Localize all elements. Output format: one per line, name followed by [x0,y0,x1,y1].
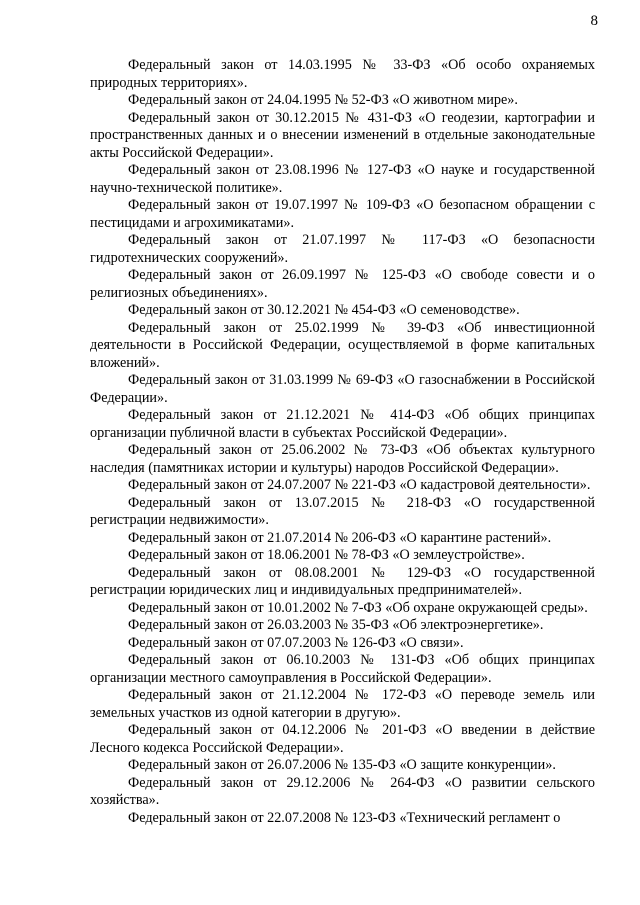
law-paragraph: Федеральный закон от 19.07.1997 № 109-ФЗ «О безопасном обращении с пестицидами и агрохимикатами». [90,197,595,231]
law-paragraph: Федеральный закон от 25.02.1999 № 39-ФЗ «Об инвестиционной деятельности в Российской Федерации, осуществляемой в форме капитальных вложений». [90,319,595,371]
law-paragraph: Федеральный закон от 21.07.2014 № 206-ФЗ «О карантине растений». [128,529,552,546]
law-paragraph: Федеральный закон от 07.07.2003 № 126-ФЗ «О связи». [128,634,464,651]
law-paragraph: Федеральный закон от 24.04.1995 № 52-ФЗ «О животном мире». [128,92,518,108]
law-list [90,57,595,827]
page-number: 8 [590,13,598,29]
law-paragraph: Федеральный закон от 30.12.2015 № 431-ФЗ «О геодезии, картографии и пространственных данных и о внесении изменений в отдельные законодательные акты Российской Федерации». [90,109,595,161]
law-paragraph: Федеральный закон от 31.03.1999 № 69-ФЗ «О газоснабжении в Российской Федерации». [90,372,595,406]
law-paragraph: Федеральный закон от 04.12.2006 № 201-ФЗ «О введении в действие Лесного кодекса Российской Федерации». [90,722,595,756]
law-paragraph: Федеральный закон от 26.09.1997 № 125-ФЗ «О свободе совести и о религиозных объединениях». [90,267,595,301]
law-paragraph: Федеральный закон от 08.08.2001 № 129-ФЗ «О государственной регистрации юридических лиц и индивидуальных предпринимателей». [90,564,595,598]
law-paragraph: Федеральный закон от 13.07.2015 № 218-ФЗ «О государственной регистрации недвижимости». [90,494,595,528]
law-paragraph: Федеральный закон от 21.12.2004 № 172-ФЗ «О переводе земель или земельных участков из одной категории в другую». [90,687,595,721]
law-paragraph: Федеральный закон от 29.12.2006 № 264-ФЗ «О развитии сельского хозяйства». [90,774,595,808]
law-paragraph: Федеральный закон от 21.12.2021 № 414-ФЗ «Об общих принципах организации публичной власти в субъектах Российской Федерации». [90,407,595,441]
law-paragraph: Федеральный закон от 22.07.2008 № 123-ФЗ «Технический регламент о [128,809,561,826]
law-paragraph: Федеральный закон от 21.07.1997 № 117-ФЗ «О безопасности гидротехнических сооружений». [90,232,595,266]
law-paragraph: Федеральный закон от 14.03.1995 № 33-ФЗ «Об особо охраняемых природных территориях». [90,57,595,91]
law-paragraph: Федеральный закон от 23.08.1996 № 127-ФЗ «О науке и государственной научно-технической политике». [90,162,595,196]
law-paragraph: Федеральный закон от 10.01.2002 № 7-ФЗ «Об охране окружающей среды». [128,599,588,616]
law-paragraph: Федеральный закон от 26.07.2006 № 135-ФЗ «О защите конкуренции». [128,757,556,773]
law-paragraph: Федеральный закон от 25.06.2002 № 73-ФЗ «Об объектах культурного наследия (памятниках истории и культуры) народов Российской Федерации». [90,442,595,476]
law-paragraph: Федеральный закон от 06.10.2003 № 131-ФЗ «Об общих принципах организации местного самоуправления в Российской Федерации». [90,652,595,686]
law-paragraph: Федеральный закон от 24.07.2007 № 221-ФЗ «О кадастровой деятельности». [128,477,591,493]
law-paragraph: Федеральный закон от 18.06.2001 № 78-ФЗ «О землеустройстве». [128,547,525,563]
law-paragraph: Федеральный закон от 26.03.2003 № 35-ФЗ «Об электроэнергетике». [128,617,544,633]
law-paragraph: Федеральный закон от 30.12.2021 № 454-ФЗ «О семеноводстве». [128,302,520,318]
